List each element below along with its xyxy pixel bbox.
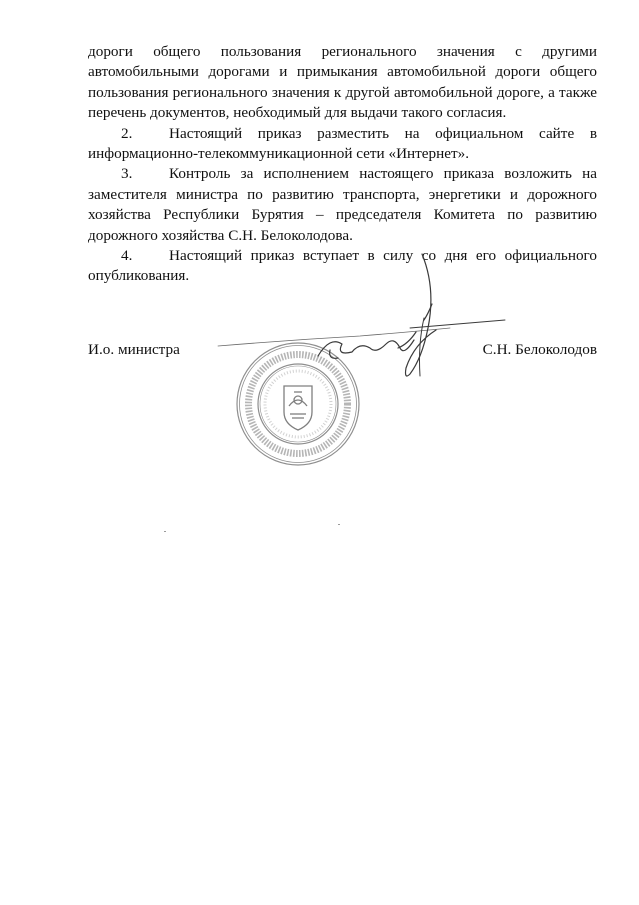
signer-name: С.Н. Белоколодов — [482, 341, 597, 358]
scan-speck — [338, 524, 340, 525]
signer-title: И.о. министра — [88, 341, 180, 358]
item-number-3: 3. — [121, 165, 133, 183]
signature-block — [88, 340, 597, 362]
list-item-2 — [88, 124, 597, 165]
paragraph-continuation: дороги общего пользования регионального значения с другими автомобильными дорогами и примыкания автомобильной дороги общего пользования регионального значения к другой автомобильной дороге, а также перечень документов, необходимый для выдачи такого согласия. — [88, 43, 597, 122]
handwritten-signature — [210, 248, 510, 398]
scan-speck — [164, 531, 166, 532]
item-text-2: Настоящий приказ разместить на официальном сайте в информационно-телекоммуникационной сети «Интернет». — [88, 124, 597, 163]
item-text-4: Настоящий приказ вступает в силу со дня его официального опубликования. — [88, 247, 597, 285]
list-item-3 — [88, 164, 597, 246]
item-text-3: Контроль за исполнением настоящего приказа возложить на заместителя министра по развитию транспорта, энергетики и дорожного хозяйства Республики Бурятия – председателя Комитета по развитию дорожного хозяйства С.Н. Белоколодова. — [88, 165, 597, 244]
item-number-2: 2. — [121, 124, 133, 142]
item-number-4: 4. — [121, 247, 133, 265]
